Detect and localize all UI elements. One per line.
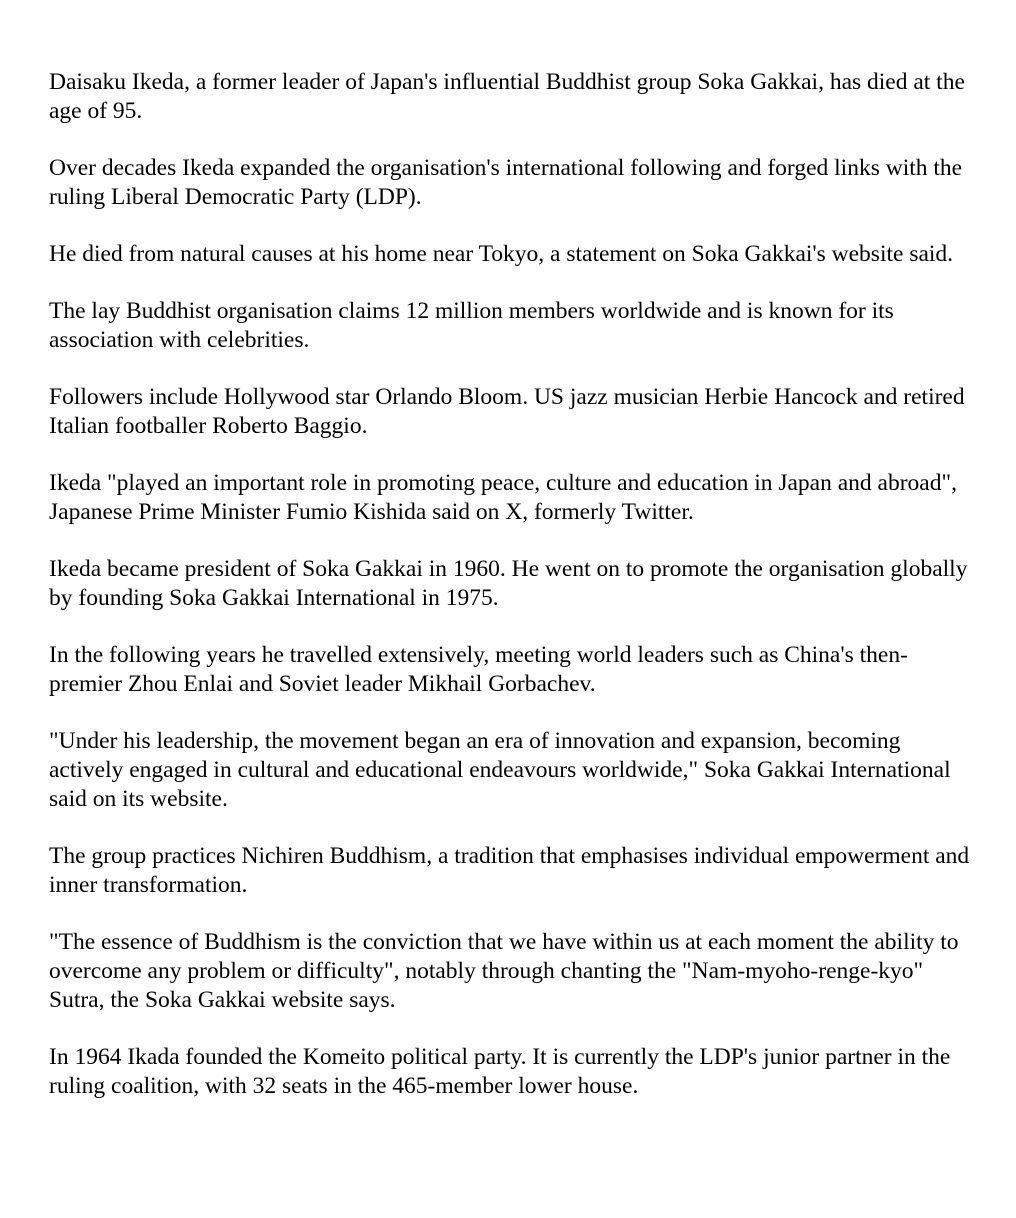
paragraph: The lay Buddhist organisation claims 12 million members worldwide and is known for its association with celebrities.	[49, 298, 894, 353]
paragraph: Daisaku Ikeda, a former leader of Japan's influential Buddhist group Soka Gakkai, has died at the age of 95.	[49, 69, 965, 124]
paragraph: In 1964 Ikada founded the Komeito political party. It is currently the LDP's junior partner in the ruling coalition, with 32 seats in the 465-member lower house.	[49, 1044, 951, 1099]
paragraph: Over decades Ikeda expanded the organisation's international following and forged links with the ruling Liberal Democratic Party (LDP).	[49, 155, 963, 210]
paragraph: The group practices Nichiren Buddhism, a tradition that emphasises individual empowerment and inner transformation.	[49, 843, 970, 898]
paragraph: Followers include Hollywood star Orlando Bloom. US jazz musician Herbie Hancock and retired Italian footballer Roberto Baggio.	[49, 384, 965, 439]
paragraph: Ikeda became president of Soka Gakkai in 1960. He went on to promote the organisation globally by founding Soka Gakkai International in 1975.	[49, 556, 968, 611]
paragraph: He died from natural causes at his home near Tokyo, a statement on Soka Gakkai's website said.	[49, 241, 954, 267]
paragraph: "Under his leadership, the movement began an era of innovation and expansion, becoming actively engaged in cultural and educational endeavours worldwide," Soka Gakkai International said on its website.	[49, 728, 951, 812]
paragraph: Ikeda "played an important role in promoting peace, culture and education in Japan and abroad", Japanese Prime Minister Fumio Kishida said on X, formerly Twitter.	[49, 470, 957, 525]
article-body	[49, 68, 971, 1129]
paragraph: In the following years he travelled extensively, meeting world leaders such as China's then-premier Zhou Enlai and Soviet leader Mikhail Gorbachev.	[49, 642, 908, 697]
paragraph: "The essence of Buddhism is the conviction that we have within us at each moment the ability to overcome any problem or difficulty", notably through chanting the "Nam-myoho-renge-kyo" Sutra, the Soka Gakkai website says.	[49, 929, 959, 1013]
